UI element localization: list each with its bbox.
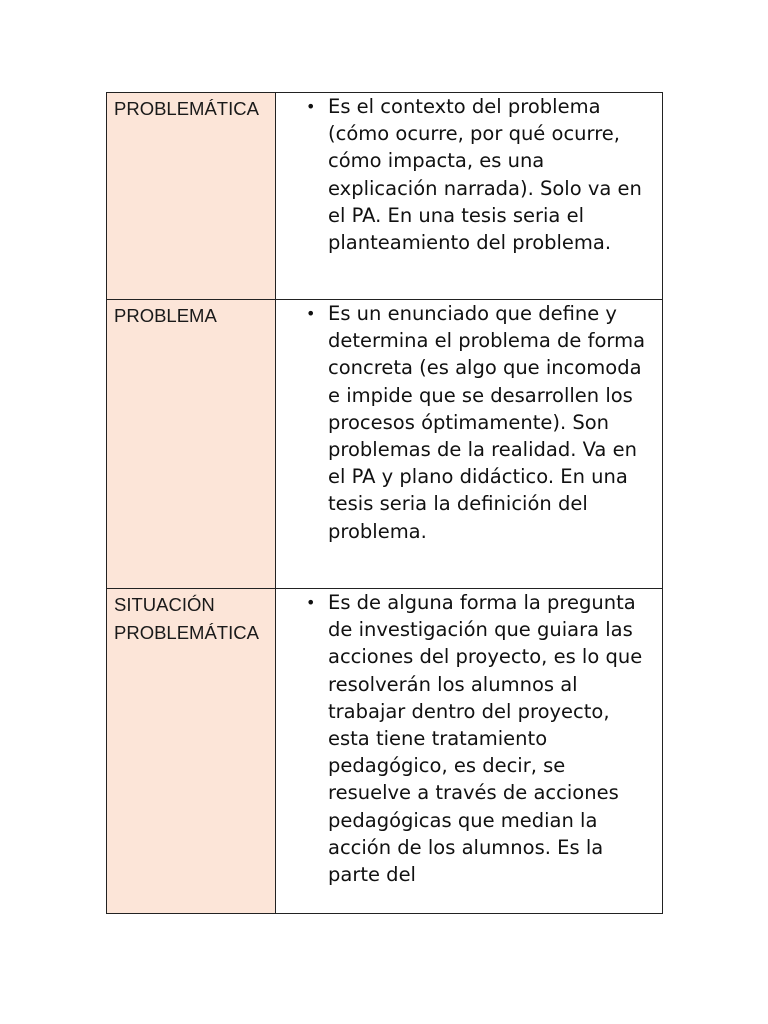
term-cell — [107, 93, 276, 300]
term-cell — [107, 300, 276, 589]
term-cell — [107, 589, 276, 914]
term-label: SITUACIÓN PROBLEMÁTICA — [114, 594, 259, 643]
definition-text: Es el contexto del problema (cómo ocurre, por qué ocurre, cómo impacta, es una explicación narrada). Solo va en el PA. En una tesis seria el planteamiento del problema. — [328, 95, 642, 255]
definition-text: Es un enunciado que define y determina el problema de forma concreta (es algo que incomoda e impide que se desarrollen los procesos óptimamente). Son problemas de la realidad. Va en el PA y plano didáctico. En una tesis seria la definición del problema. — [328, 302, 646, 543]
bullet-icon: • — [306, 593, 316, 612]
definition-cell — [276, 93, 663, 300]
term-label: PROBLEMÁTICA — [114, 98, 259, 119]
definition-list — [276, 589, 662, 888]
definitions-table — [106, 92, 663, 914]
table-row — [107, 93, 663, 300]
definition-clip — [276, 589, 662, 913]
term-label: PROBLEMA — [114, 305, 217, 326]
table-row — [107, 589, 663, 914]
definition-list — [276, 93, 662, 266]
definition-list — [276, 300, 662, 555]
table-row — [107, 300, 663, 589]
definition-cell — [276, 589, 663, 914]
bullet-icon: • — [306, 304, 316, 323]
definition-cell — [276, 300, 663, 589]
list-item — [276, 589, 662, 888]
list-item — [276, 300, 662, 555]
bullet-icon: • — [306, 97, 316, 116]
list-item — [276, 93, 662, 266]
definition-text: Es de alguna forma la pregunta de investigación que guiara las acciones del proyecto, es lo que resolverán los alumnos al trabajar dentro del proyecto, esta tiene tratamiento pedagógico, es decir, se resuelve a través de acciones pedagógicas que median la acción de los alumnos. Es la parte del — [328, 591, 643, 887]
